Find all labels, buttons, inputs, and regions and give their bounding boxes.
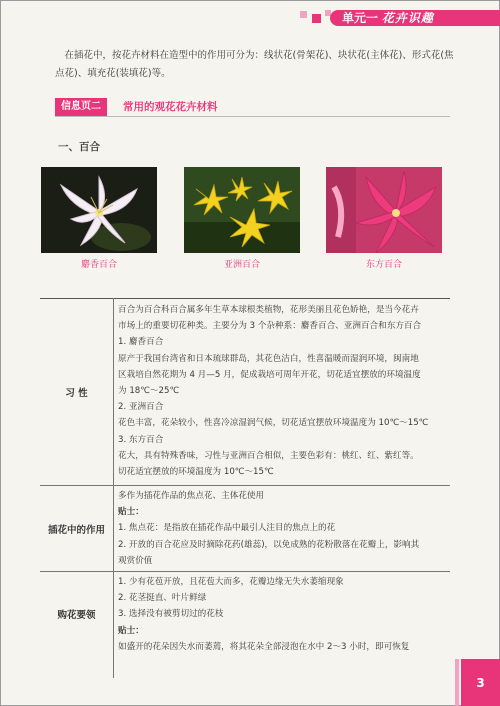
decor-square [300,11,307,18]
table-cell-buying [118,574,452,655]
photo-caption: 亚洲百合 [223,260,260,270]
table-column-divider [113,298,114,678]
table-line: 为 18℃～25℃ [118,386,180,397]
table-cell-habit [118,302,452,480]
header-title [342,9,434,27]
table-line: 观赏价值 [118,555,153,566]
page-number: 3 [476,676,485,690]
table-line: 百合为百合科百合属多年生草本球根类植物，花形美丽且花色娇艳，是当今花卉 [118,305,419,315]
info-page-tag: 信息页二 [55,98,107,116]
unit-title: 花卉识趣 [381,11,434,25]
intro-paragraph: 在插花中，按花卉材料在造型中的作用可分为：线状花(骨架花)、块状花(主体花)、形式花(焦点花)、填充花(装填花)等。 [55,50,454,79]
table-label-buying: 购花要领 [57,610,96,621]
unit-label: 单元一 [342,11,379,25]
table-line: 3. 选择没有被剪切过的花枝 [118,609,224,620]
table-line: 花大，具有特殊香味，习性与亚洲百合相似，主要色彩有：桃红、红、紫红等。 [118,450,419,461]
subsection-title: 一、百合 [58,141,100,153]
table-line: 2. 亚洲百合 [118,402,164,413]
lily-photo-musk [41,167,157,253]
table-line: 2. 开放的百合花应及时摘除花药(雄蕊)，以免成熟的花粉散落在花瓣上，影响其 [118,539,420,550]
photo-caption: 麝香百合 [80,260,117,270]
table-cell-usage [118,488,452,569]
table-line: 1. 少有花苞开放，且花苞大而多，花瓣边缘无失水萎缩现象 [118,577,344,587]
info-page-title: 常用的观花花卉材料 [123,101,218,113]
table-row-divider [40,485,450,486]
decor-square [312,14,321,23]
photo-caption: 东方百合 [365,260,402,270]
table-line: 多作为插花作品的焦点花、主体花使用 [118,491,265,501]
table-line: 原产于我国台湾省和日本琉球群岛，其花色洁白，性喜温暖而湿润环境，闽南地 [118,353,419,364]
table-line: 2. 花茎挺直、叶片鲜绿 [118,593,207,604]
table-row-divider [40,571,450,572]
lily-photo-asiatic [184,167,300,253]
table-line: 如盛开的花朵因失水而萎蔫，将其花朵全部浸泡在水中 2～3 小时，即可恢复 [118,641,410,652]
table-line: 花色丰富，花朵较小，性喜冷凉湿润气候，切花适宜摆放环境温度为 10℃～15℃ [118,418,429,429]
lily-photo-oriental [326,167,442,253]
table-line: 切花适宜摆放的环境温度为 10℃～15℃ [118,467,274,478]
divider [55,116,450,117]
table-line: 1. 麝香百合 [118,337,164,348]
tip-label: 贴士： [118,625,144,636]
table-label-usage: 插花中的作用 [47,525,105,536]
table-line: 区栽培自然花期为 4 月—5 月，促成栽培可周年开花，切花适宜摆放的环境温度 [118,369,421,380]
table-label-habit: 习 性 [65,388,88,399]
table-line: 市场上的重要切花种类。主要分为 3 个杂种系：麝香百合、亚洲百合和东方百合 [118,321,422,332]
table-line: 3. 东方百合 [118,434,164,445]
table-line: 1. 焦点花：是指放在插花作品中最引人注目的焦点上的花 [118,523,336,534]
tip-label: 贴士： [118,507,144,518]
page-number-accent [455,659,459,706]
table-top-border [40,298,450,299]
